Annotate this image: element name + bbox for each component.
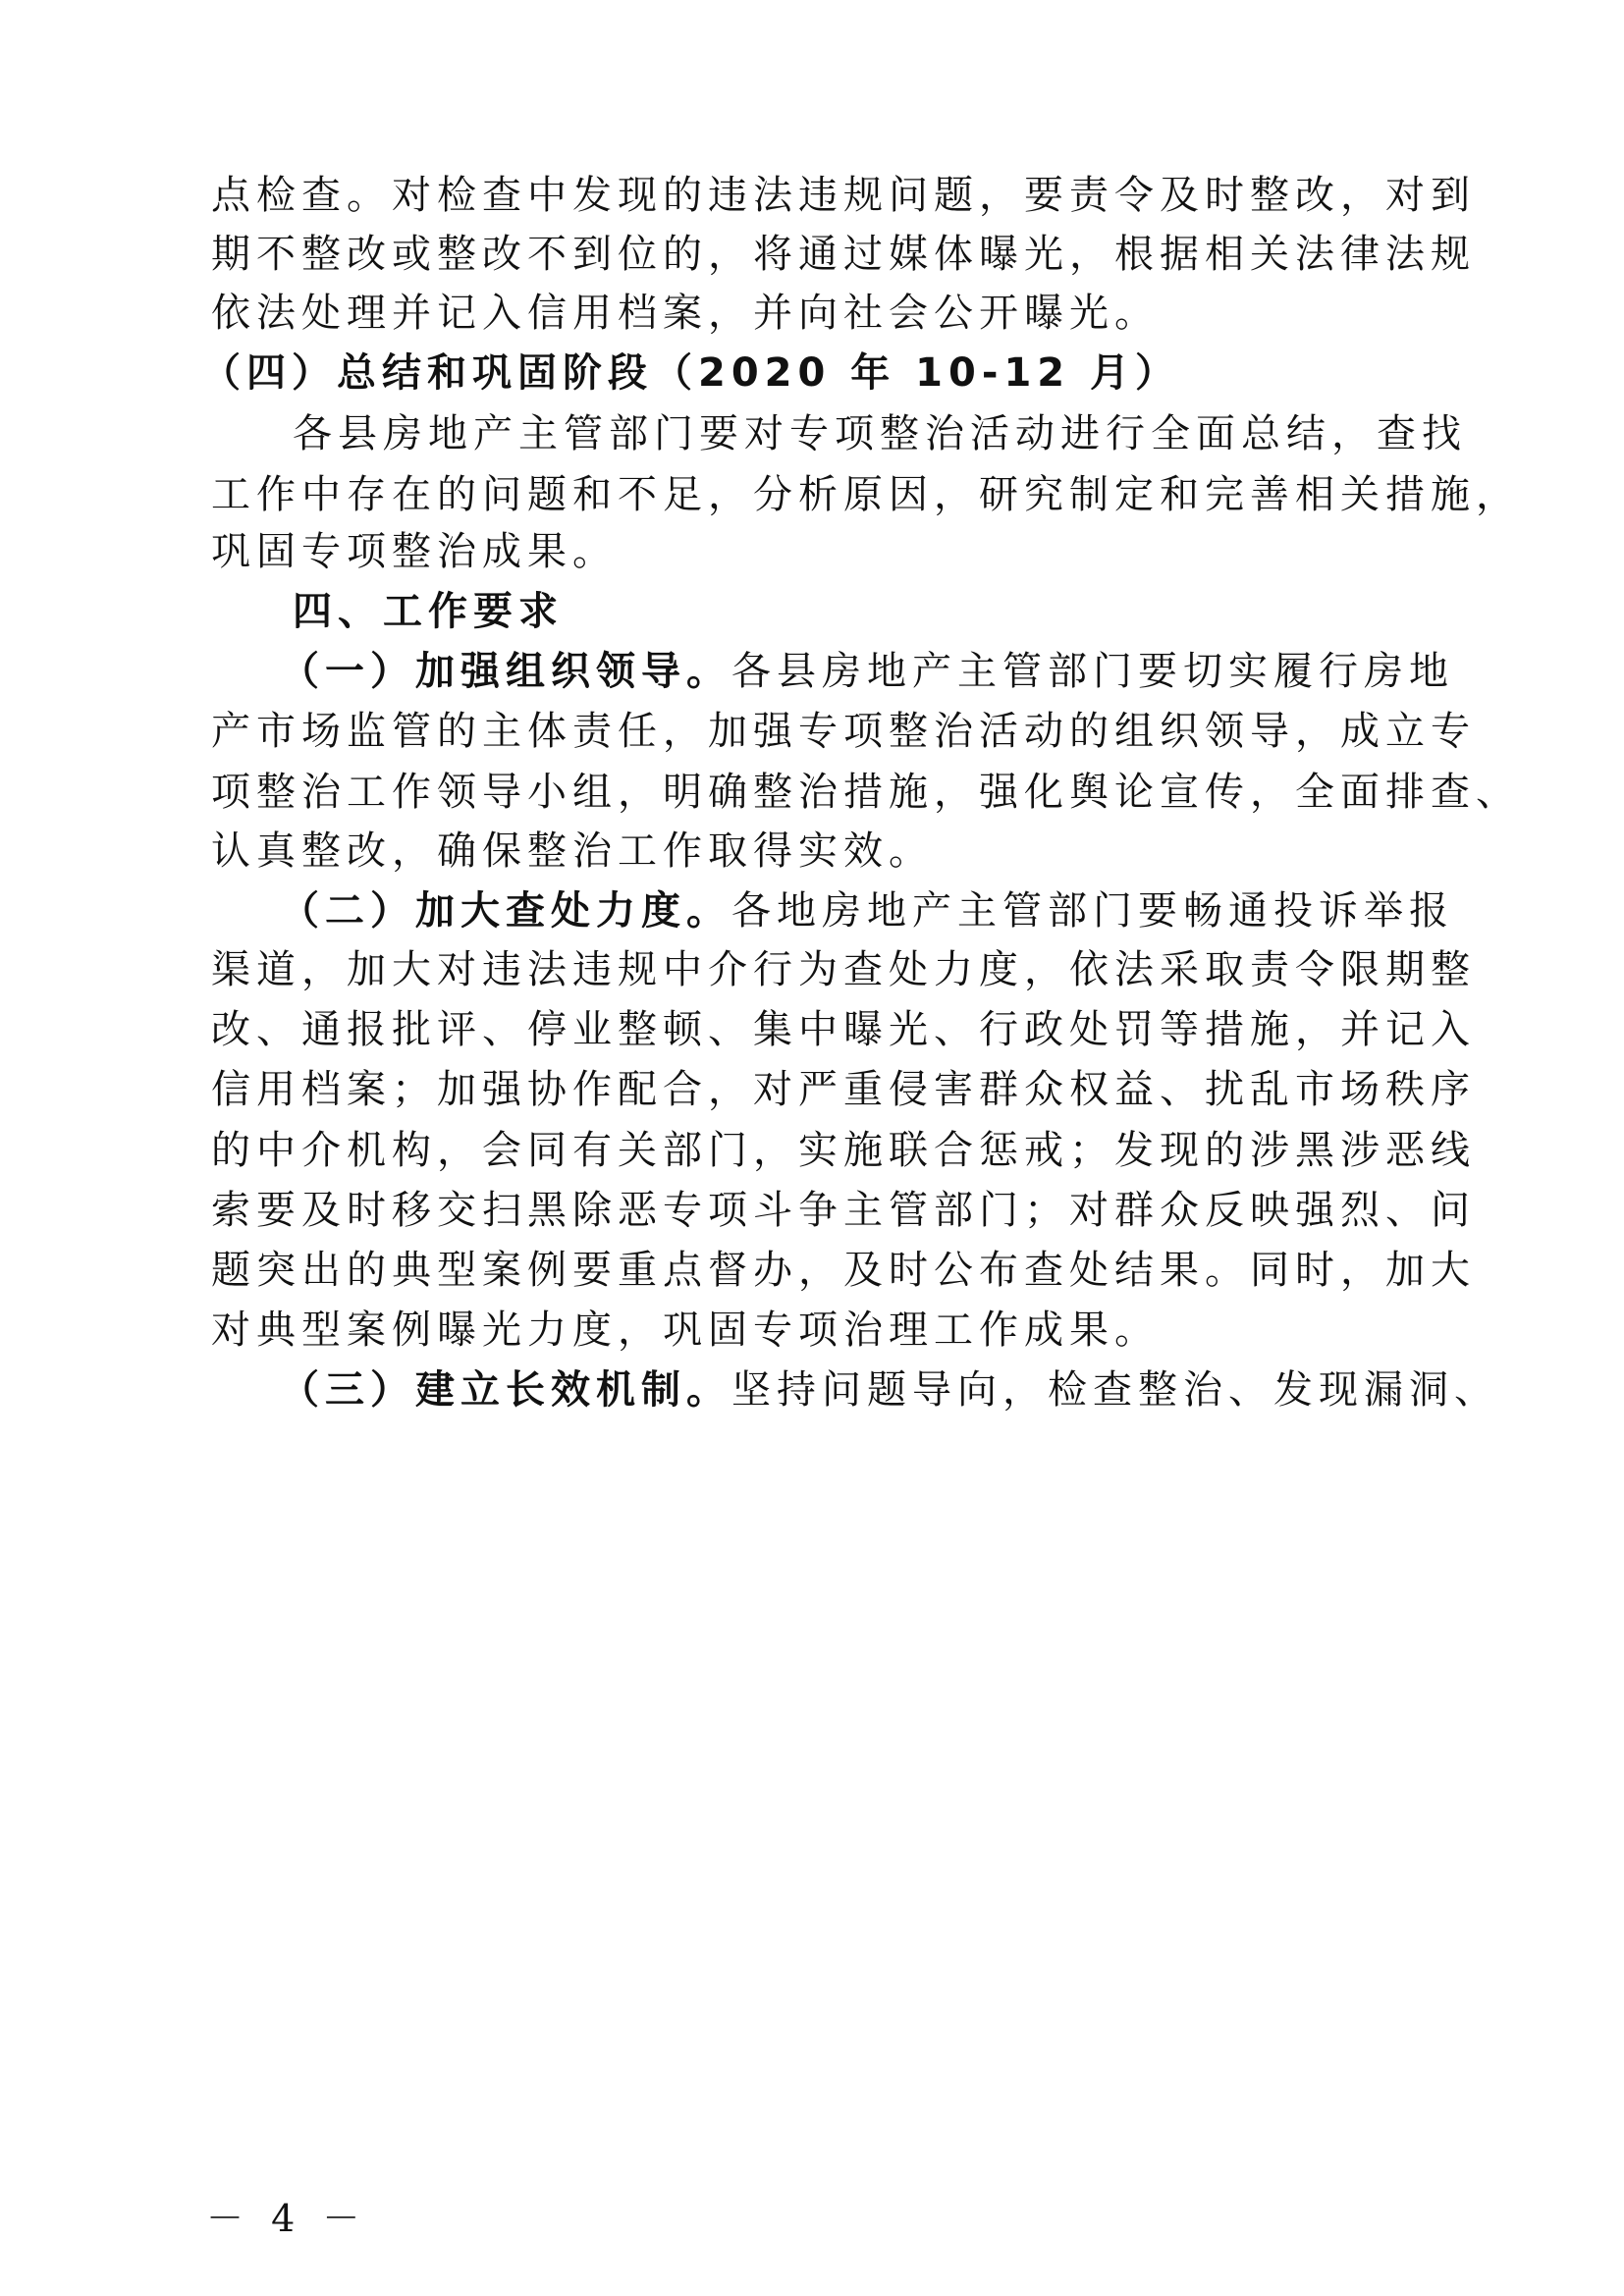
paragraph-line: 认真整改，确保整治工作取得实效。 <box>211 828 934 874</box>
paragraph-line-with-heading <box>280 650 1507 693</box>
paragraph-line: 期不整改或整改不到位的，将通过媒体曝光，根据相关法律法规 <box>211 232 1476 277</box>
paragraph-line: 信用档案；加强协作配合，对严重侵害群众权益、扰乱市场秩序 <box>211 1067 1476 1112</box>
paragraph-line: 对典型案例曝光力度，巩固专项治理工作成果。 <box>211 1308 1160 1353</box>
paragraph-line: 的中介机构，会同有关部门，实施联合惩戒；发现的涉黑涉恶线 <box>211 1128 1476 1173</box>
paragraph-text: 坚持问题导向，检查整治、发现漏洞、 <box>731 1367 1499 1413</box>
paragraph-line: 项整治工作领导小组，明确整治措施，强化舆论宣传，全面排查、 <box>211 770 1521 815</box>
paragraph-line: 渠道，加大对违法违规中介行为查处力度，依法采取责令限期整 <box>211 947 1476 992</box>
paragraph-line: 索要及时移交扫黑除恶专项斗争主管部门；对群众反映强烈、问 <box>211 1188 1476 1233</box>
subheading-long-term-mechanism: （三）建立长效机制。 <box>280 1366 731 1413</box>
paragraph-line: 题突出的典型案例要重点督办，及时公布查处结果。同时，加大 <box>211 1248 1476 1293</box>
subheading-organization: （一）加强组织领导。 <box>280 648 731 694</box>
subheading-enforcement: （二）加大查处力度。 <box>280 887 731 934</box>
paragraph-line: 点检查。对检查中发现的违法违规问题，要责令及时整改，对到 <box>211 173 1476 218</box>
paragraph-line: 改、通报批评、停业整顿、集中曝光、行政处罚等措施，并记入 <box>211 1007 1476 1052</box>
paragraph-line: 产市场监管的主体责任，加强专项整治活动的组织领导，成立专 <box>211 709 1476 754</box>
paragraph-line: 依法处理并记入信用档案，并向社会公开曝光。 <box>211 291 1160 336</box>
page-number: － 4 － <box>206 2197 368 2240</box>
section-heading-phase-four: （四）总结和巩固阶段（2020 年 10-12 月） <box>201 350 1181 396</box>
paragraph-line-with-heading <box>280 889 1507 933</box>
paragraph-line: 工作中存在的问题和不足，分析原因，研究制定和完善相关措施， <box>211 472 1521 517</box>
paragraph-line: 各县房地产主管部门要对专项整治活动进行全面总结，查找 <box>293 411 1467 456</box>
paragraph-text: 各县房地产主管部门要切实履行房地 <box>731 649 1454 694</box>
section-heading-work-requirements: 四、工作要求 <box>293 589 564 634</box>
paragraph-text: 各地房地产主管部门要畅通投诉举报 <box>731 888 1454 934</box>
paragraph-line-with-heading <box>280 1368 1507 1412</box>
paragraph-line: 巩固专项整治成果。 <box>211 529 618 574</box>
